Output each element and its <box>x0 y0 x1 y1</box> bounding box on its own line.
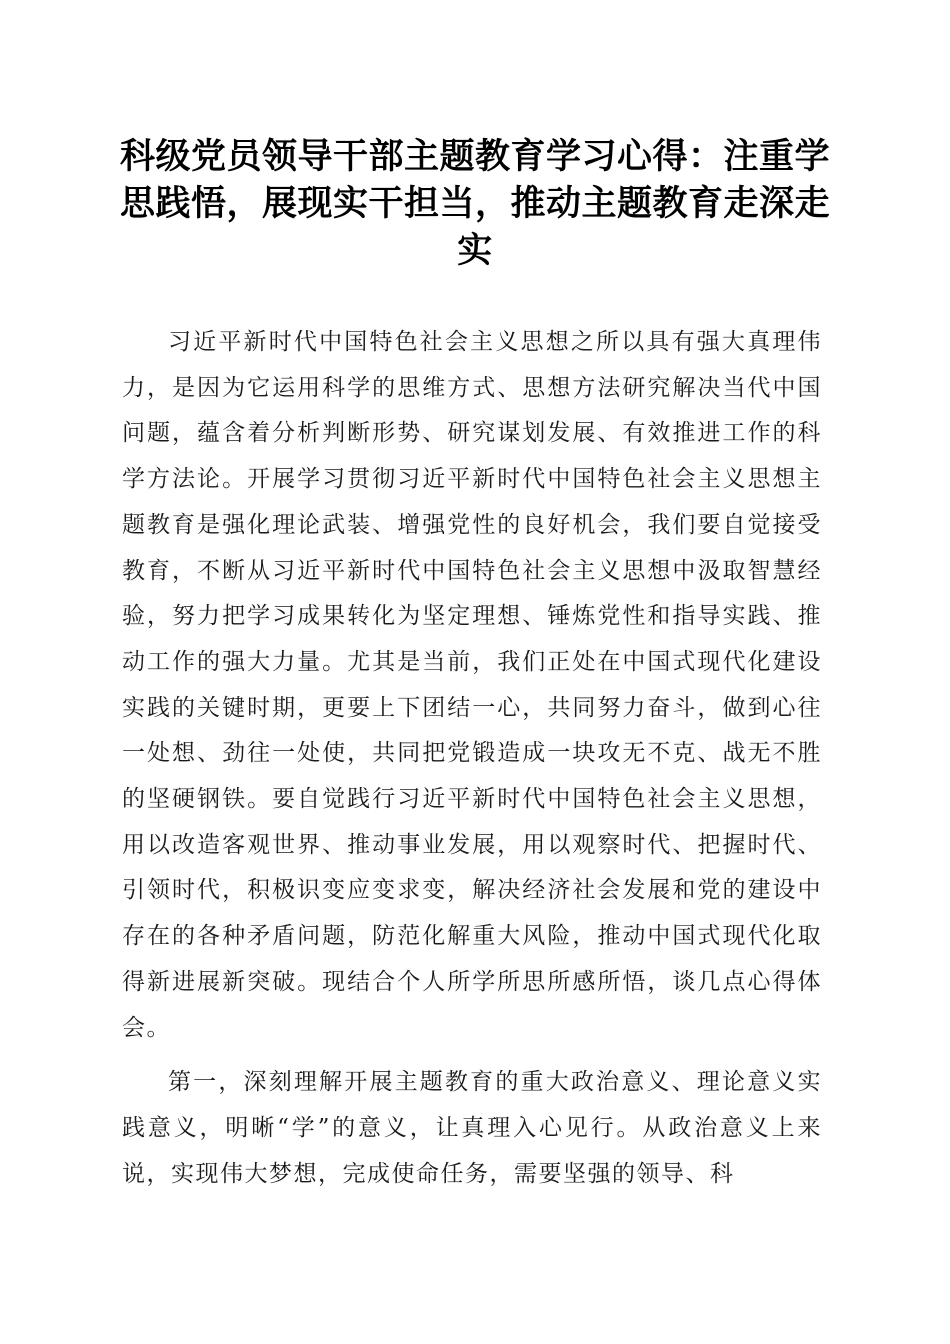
body-paragraph: 习近平新时代中国特色社会主义思想之所以具有强大真理伟力，是因为它运用科学的思维方式、思想方法研究解决当代中国问题，蕴含着分析判断形势、研究谋划发展、有效推进工作的科学方法论。开展学习贯彻习近平新时代中国特色社会主义思想主题教育是强化理论武装、增强党性的良好机会，我们要自觉接受教育，不断从习近平新时代中国特色社会主义思想中汲取智慧经验，努力把学习成果转化为坚定理想、锤炼党性和指导实践、推动工作的强大力量。尤其是当前，我们正处在中国式现代化建设实践的关键时期，更要上下团结一心，共同努力奋斗，做到心往一处想、劲往一处使，共同把党锻造成一块攻无不克、战无不胜的坚硬钢铁。要自觉践行习近平新时代中国特色社会主义思想，用以改造客观世界、推动事业发展，用以观察时代、把握时代、引领时代，积极识变应变求变，解决经济社会发展和党的建设中存在的各种矛盾问题，防范化解重大风险，推动中国式现代化取得新进展新突破。现结合个人所学所思所感所悟，谈几点心得体会。 <box>122 329 822 1041</box>
body-paragraph: 第一，深刻理解开展主题教育的重大政治意义、理论意义实践意义，明晰“学”的意义，让真理入心见行。从政治意义上来说，实现伟大梦想，完成使命任务，需要坚强的领导、科 <box>122 1069 822 1187</box>
document-title: 科级党员领导干部主题教育学习心得：注重学思践悟，展现实干担当，推动主题教育走深走实 <box>119 136 830 271</box>
document-body <box>122 320 822 1197</box>
